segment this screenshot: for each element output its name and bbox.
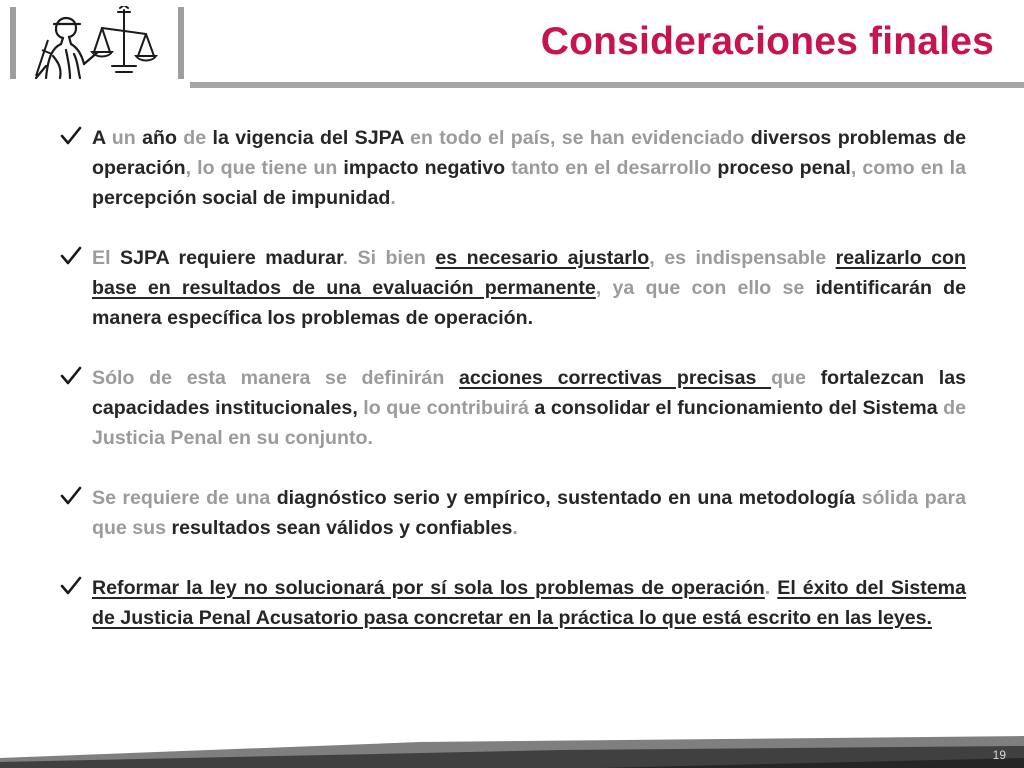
text-segment: que: [771, 367, 821, 389]
text-segment: es necesario ajustarlo: [435, 247, 650, 269]
page-title: Consideraciones finales: [540, 20, 994, 63]
text-segment: impacto negativo: [343, 157, 506, 179]
text-segment: de Justicia Penal en su conjunto.: [92, 397, 967, 449]
text-segment: resultados sean válidos y confiables: [171, 517, 513, 539]
bullet-item-5: [60, 573, 966, 633]
footer-bar: [0, 728, 1024, 768]
text-segment: fortalezcan las capacidades institucionales,: [92, 367, 967, 419]
text-segment: SJPA requiere madurar: [120, 247, 343, 269]
page-number: 19: [992, 748, 1006, 762]
checkmark-icon: [60, 575, 82, 597]
text-segment: un: [105, 127, 143, 149]
title-divider: [190, 82, 1024, 88]
text-segment: de: [176, 127, 213, 149]
text-segment: .: [512, 517, 518, 539]
bullet-item-4: [60, 483, 966, 543]
text-segment: El: [92, 247, 120, 269]
text-segment: Sólo de esta manera se definirán: [92, 367, 459, 389]
checkmark-icon: [60, 245, 82, 267]
text-segment: año: [142, 127, 177, 149]
text-segment: percepción social de impunidad: [92, 187, 391, 209]
text-segment: diagnóstico serio y empírico, sustentado en una metodología: [276, 487, 856, 509]
bullet-list: [60, 123, 966, 663]
text-segment: tanto en el desarrollo: [505, 157, 718, 179]
text-segment: .: [390, 187, 396, 209]
text-segment: Reformar la ley no solucionará por sí sola los problemas de operación: [92, 577, 765, 599]
text-segment: , lo que tiene un: [185, 157, 344, 179]
text-segment: lo que contribuirá: [357, 397, 535, 419]
checkmark-icon: [60, 485, 82, 507]
checkmark-icon: [60, 365, 82, 387]
bullet-text: [92, 483, 966, 543]
text-segment: realizarlo con base en resultados de una evaluación permanente: [92, 247, 966, 299]
text-segment: , como en la: [850, 157, 966, 179]
text-segment: proceso penal: [717, 157, 851, 179]
bullet-item-2: [60, 243, 966, 333]
bullet-text: [92, 123, 966, 213]
checkmark-icon: [60, 125, 82, 147]
bullet-text: [92, 573, 966, 633]
bullet-item-1: [60, 123, 966, 213]
text-segment: a consolidar el funcionamiento del Sistema: [534, 397, 938, 419]
text-segment: .: [764, 577, 778, 599]
bullet-text: [92, 363, 966, 453]
text-segment: A: [92, 127, 106, 149]
justice-statue-icon: [8, 6, 186, 80]
bullet-text: [92, 243, 966, 333]
text-segment: sólida para que sus: [92, 487, 966, 539]
text-segment: , ya que con ello se: [595, 277, 816, 299]
text-segment: . Si bien: [342, 247, 436, 269]
text-segment: , es indispensable: [649, 247, 836, 269]
text-segment: en todo el país, se han evidenciado: [403, 127, 751, 149]
logo: [8, 6, 186, 80]
bullet-item-3: [60, 363, 966, 453]
text-segment: acciones correctivas precisas: [459, 367, 772, 389]
text-segment: Se requiere de una: [92, 487, 277, 509]
text-segment: El éxito del Sistema de Justicia Penal Acusatorio pasa concretar en la práctica lo que está escrito en las leyes.: [92, 577, 966, 629]
text-segment: identificarán de manera específica los problemas de operación.: [92, 277, 967, 329]
text-segment: la vigencia del SJPA: [212, 127, 404, 149]
text-segment: diversos problemas de operación: [92, 127, 967, 179]
